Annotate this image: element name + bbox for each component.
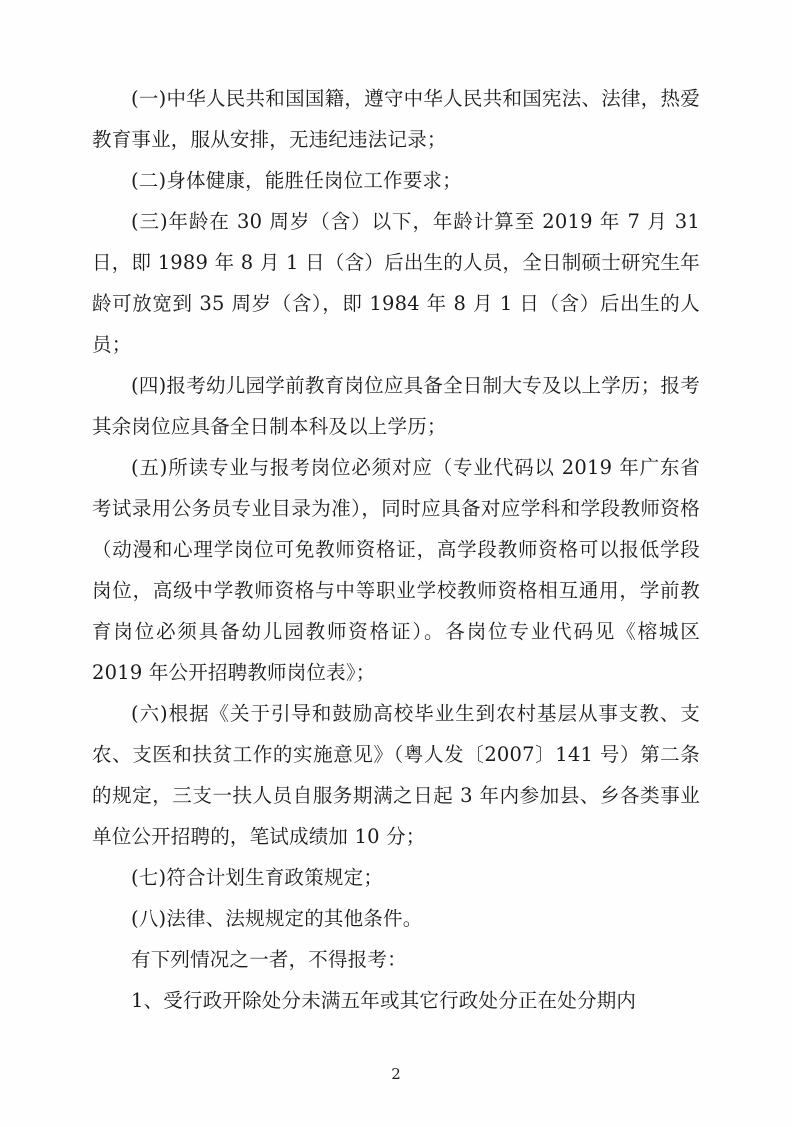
paragraph-2: (二)身体健康，能胜任岗位工作要求；	[131, 169, 462, 192]
paragraph-3: (三)年龄在 30 周岁（含）以下，年龄计算至 2019 年 7 月 31 日，即 1989 年 8 月 1 日（含）后出生的人员，全日制硕士研究生年龄可放宽到 35 周岁（含），即 1984 年 8 月 1 日（含）后出生的人员；	[92, 210, 700, 356]
paragraph-1: (一)中华人民共和国国籍，遵守中华人民共和国宪法、法律，热爱教育事业，服从安排，无违纪违法记录；	[92, 87, 700, 151]
paragraph-5: (五)所读专业与报考岗位必须对应（专业代码以 2019 年广东省考试录用公务员专业目录为准），同时应具备对应学科和学段教师资格（动漫和心理学岗位可免教师资格证，高学段教师资格可以报低学段岗位，高级中学教师资格与中等职业学校教师资格相互通用，学前教育岗位必须具备幼儿园教师资格证）。各岗位专业代码见《榕城区 2019 年公开招聘教师岗位表》；	[92, 456, 700, 684]
paragraph-8: (八)法律、法规规定的其他条件。	[131, 907, 423, 930]
paragraph-9: 有下列情况之一者，不得报考：	[131, 948, 407, 971]
document-body	[92, 78, 700, 1021]
page-number: 2	[391, 1065, 401, 1083]
paragraph-6: (六)根据《关于引导和鼓励高校毕业生到农村基层从事支教、支农、支医和扶贫工作的实施意见》（粤人发〔2007〕141 号）第二条的规定，三支一扶人员自服务期满之日起 3 年内参加县、乡各类事业单位公开招聘的，笔试成绩加 10 分；	[92, 702, 701, 848]
paragraph-7: (七)符合计划生育政策规定；	[131, 866, 384, 889]
paragraph-4: (四)报考幼儿园学前教育岗位应具备全日制大专及以上学历；报考其余岗位应具备全日制本科及以上学历；	[92, 374, 700, 438]
paragraph-10: 1、受行政开除处分未满五年或其它行政处分正在处分期内	[131, 989, 637, 1012]
